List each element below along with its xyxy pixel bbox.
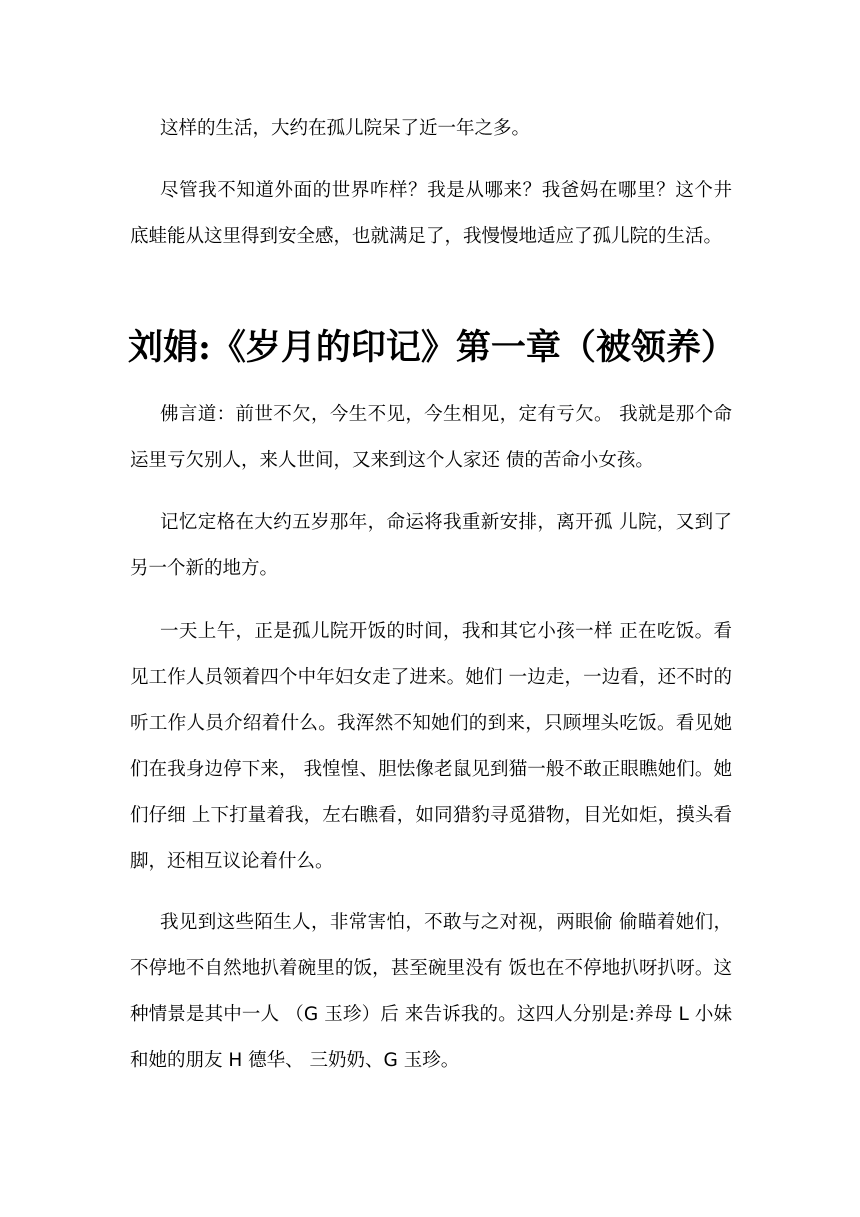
chapter-title: 刘娟:《岁月的印记》第一章（被领养） bbox=[128, 327, 736, 368]
paragraph-1: 这样的生活，大约在孤儿院呆了近一年之多。 bbox=[160, 118, 531, 139]
paragraph-5: 一天上午，正是孤儿院开饭的时间，我和其它小孩一样 正在吃饭。看见工作人员领着四个中年妇女走了进来。她们 一边走，一边看，还不时的听工作人员介绍着什么。我浑然不知她们的到来，只顾埋头吃饭。看见她们在我身边停下来， 我惶惶、胆怯像老鼠见到猫一般不敢正眼瞧她们。她们仔细 上下打量着我，左右瞧看，如同猎豹寻觅猎物，目光如炬，摸头看脚，还相互议论着什么。 bbox=[130, 621, 732, 872]
paragraph-6: 我见到这些陌生人，非常害怕，不敢与之对视，两眼偷 偷瞄着她们，不停地不自然地扒着碗里的饭，甚至碗里没有 饭也在不停地扒呀扒呀。这种情景是其中一人 （G 玉珍）后 来告诉我的。这四人分别是:养母 L 小妹和她的朋友 H 德华、 三奶奶、G 玉珍。 bbox=[130, 912, 732, 1071]
paragraph-4: 记忆定格在大约五岁那年，命运将我重新安排，离开孤 儿院，又到了另一个新的地方。 bbox=[130, 512, 732, 579]
paragraph-3: 佛言道：前世不欠，今生不见，今生相见，定有亏欠。 我就是那个命运里亏欠别人，来人世间，又来到这个人家还 债的苦命小女孩。 bbox=[130, 404, 732, 471]
paragraph-2: 尽管我不知道外面的世界咋样？我是从哪来？我爸妈在哪里？这个井底蛙能从这里得到安全感，也就满足了，我慢慢地适应了孤儿院的生活。 bbox=[130, 180, 732, 247]
